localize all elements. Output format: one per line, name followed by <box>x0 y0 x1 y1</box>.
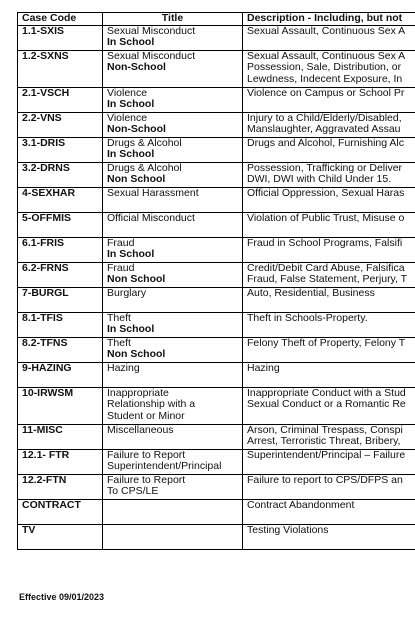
case-code-cell: 8.2-TFNS <box>18 337 103 362</box>
table-row <box>18 262 415 287</box>
table-row <box>18 237 415 262</box>
title-cell <box>103 362 243 387</box>
title-line: Student or Minor <box>107 409 185 422</box>
case-code-cell: CONTRACT <box>18 499 103 524</box>
description-cell <box>243 137 415 162</box>
title-subtitle: Non School <box>107 348 166 360</box>
description-line: Hazing <box>247 362 280 374</box>
table-row <box>18 87 415 112</box>
description-cell <box>243 474 415 499</box>
title-line: Burglary <box>107 287 147 299</box>
description-line: Drugs and Alcohol, Furnishing Alc <box>247 137 405 149</box>
title-subtitle: Non School <box>107 273 166 285</box>
description-cell <box>243 162 415 187</box>
title-cell <box>103 524 243 549</box>
case-code-cell: 4-SEXHAR <box>18 187 103 212</box>
description-line: Theft in Schools-Property. <box>247 312 368 324</box>
table-row <box>18 312 415 337</box>
case-code-cell: 6.2-FRNS <box>18 262 103 287</box>
table-row <box>18 112 415 137</box>
title-cell <box>103 262 243 287</box>
table-row <box>18 337 415 362</box>
description-line: Contract Abandonment <box>247 499 355 511</box>
title-cell <box>103 162 243 187</box>
title-cell <box>103 387 243 424</box>
table-row <box>18 137 415 162</box>
case-code-cell: 12.2-FTN <box>18 474 103 499</box>
title-line: Sexual Misconduct <box>107 50 196 62</box>
title-cell <box>103 112 243 137</box>
title-subtitle: Non-School <box>107 123 166 135</box>
description-cell <box>243 187 415 212</box>
title-subtitle: In School <box>107 323 155 335</box>
description-line: Sexual Assault, Continuous Sex A <box>247 25 406 37</box>
description-line: Felony Theft of Property, Felony T <box>247 337 406 349</box>
title-cell <box>103 449 243 474</box>
case-code-cell: 11-MISC <box>18 424 103 449</box>
title-line: Relationship with a <box>107 398 196 410</box>
case-code-table <box>17 12 415 550</box>
description-line: Sexual Conduct or a Romantic Re <box>247 398 406 410</box>
title-cell <box>103 25 243 50</box>
description-line: Arson, Criminal Trespass, Conspi <box>247 424 403 436</box>
title-line: Theft <box>107 312 131 324</box>
title-cell <box>103 337 243 362</box>
description-cell <box>243 237 415 262</box>
description-line: DWI, DWI with Child Under 15. <box>247 173 392 185</box>
table-row <box>18 162 415 187</box>
case-code-cell: 8.1-TFIS <box>18 312 103 337</box>
table-body <box>18 25 415 549</box>
description-line: Arrest, Terroristic Threat, Bribery, <box>247 435 401 447</box>
description-cell <box>243 287 415 312</box>
table-row <box>18 424 415 449</box>
title-cell <box>103 312 243 337</box>
title-cell <box>103 424 243 449</box>
table-row <box>18 474 415 499</box>
table-row <box>18 499 415 524</box>
description-line: Possession, Sale, Distribution, or <box>247 61 402 73</box>
description-line: Sexual Assault, Continuous Sex A <box>247 50 406 62</box>
description-cell <box>243 362 415 387</box>
description-line: Violation of Public Trust, Misuse o <box>247 212 405 224</box>
table-row <box>18 50 415 87</box>
description-cell <box>243 112 415 137</box>
title-line: Failure to Report <box>107 449 186 461</box>
header-title: Title <box>103 13 243 26</box>
description-cell <box>243 449 415 474</box>
title-line: Sexual Harassment <box>107 187 199 199</box>
description-cell <box>243 499 415 524</box>
title-cell <box>103 50 243 87</box>
case-code-cell: 1.1-SXIS <box>18 25 103 50</box>
case-code-cell: TV <box>18 524 103 549</box>
case-code-cell: 12.1- FTR <box>18 449 103 474</box>
case-code-cell: 3.1-DRIS <box>18 137 103 162</box>
description-cell <box>243 50 415 87</box>
title-line: Hazing <box>107 362 140 374</box>
case-code-cell: 9-HAZING <box>18 362 103 387</box>
description-line: Testing Violations <box>247 524 329 536</box>
table-row <box>18 25 415 50</box>
header-case-code: Case Code <box>18 13 103 26</box>
case-code-cell: 10-IRWSM <box>18 387 103 424</box>
title-line: Violence <box>107 87 148 99</box>
description-cell <box>243 212 415 237</box>
case-code-cell: 5-OFFMIS <box>18 212 103 237</box>
description-cell <box>243 424 415 449</box>
title-subtitle: In School <box>107 148 155 160</box>
table-row <box>18 449 415 474</box>
case-code-cell: 6.1-FRIS <box>18 237 103 262</box>
case-code-cell: 2.1-VSCH <box>18 87 103 112</box>
description-cell <box>243 312 415 337</box>
description-line: Failure to report to CPS/DFPS an <box>247 474 403 486</box>
description-line: Lewdness, Indecent Exposure, In <box>247 72 403 85</box>
description-line: Fraud, False Statement, Perjury, T <box>247 273 408 285</box>
description-line: Inappropriate Conduct with a Stud <box>247 387 406 399</box>
description-line: Fraud in School Programs, Falsifi <box>247 237 403 249</box>
description-line: Superintendent/Principal – Failure <box>247 449 406 461</box>
description-cell <box>243 25 415 50</box>
table-row <box>18 212 415 237</box>
case-code-cell: 1.2-SXNS <box>18 50 103 87</box>
description-cell <box>243 337 415 362</box>
title-subtitle: In School <box>107 248 155 260</box>
header-description: Description - Including, but not <box>243 13 415 26</box>
title-line: Official Misconduct <box>107 212 195 224</box>
description-cell <box>243 387 415 424</box>
title-line: Theft <box>107 337 131 349</box>
title-line: To CPS/LE <box>107 485 159 497</box>
title-line: Sexual Misconduct <box>107 25 196 37</box>
description-cell <box>243 262 415 287</box>
title-subtitle: Non-School <box>107 61 166 73</box>
title-subtitle: In School <box>107 36 155 48</box>
title-line: Failure to Report <box>107 474 186 486</box>
description-line: Manslaughter, Aggravated Assau <box>247 123 401 135</box>
title-line: Fraud <box>107 237 135 249</box>
description-cell <box>243 524 415 549</box>
description-line: Violence on Campus or School Pr <box>247 87 405 99</box>
table-row <box>18 287 415 312</box>
title-cell <box>103 87 243 112</box>
title-subtitle: In School <box>107 98 155 110</box>
title-line: Drugs & Alcohol <box>107 162 182 174</box>
title-cell <box>103 237 243 262</box>
title-line: Inappropriate <box>107 387 169 399</box>
table-header-row <box>18 13 415 26</box>
title-cell <box>103 187 243 212</box>
description-cell <box>243 87 415 112</box>
table-row <box>18 362 415 387</box>
title-cell <box>103 474 243 499</box>
description-line: Auto, Residential, Business <box>247 287 375 299</box>
description-line: Official Oppression, Sexual Haras <box>247 187 405 199</box>
title-line: Miscellaneous <box>107 424 174 436</box>
case-code-table-wrap <box>17 12 415 550</box>
description-line: Credit/Debit Card Abuse, Falsifica <box>247 262 405 274</box>
table-row <box>18 387 415 424</box>
title-line: Fraud <box>107 262 135 274</box>
case-code-cell: 3.2-DRNS <box>18 162 103 187</box>
title-cell <box>103 212 243 237</box>
table-row <box>18 524 415 549</box>
case-code-cell: 7-BURGL <box>18 287 103 312</box>
title-line: Drugs & Alcohol <box>107 137 182 149</box>
table-row <box>18 187 415 212</box>
title-subtitle: Non School <box>107 173 166 185</box>
title-cell <box>103 287 243 312</box>
description-line: Injury to a Child/Elderly/Disabled, <box>247 112 402 124</box>
title-cell <box>103 499 243 524</box>
title-cell <box>103 137 243 162</box>
title-line: Superintendent/Principal <box>107 460 222 472</box>
effective-date: Effective 09/01/2023 <box>19 592 105 602</box>
description-line: Possession, Trafficking or Deliver <box>247 162 403 174</box>
case-code-cell: 2.2-VNS <box>18 112 103 137</box>
title-line: Violence <box>107 112 148 124</box>
